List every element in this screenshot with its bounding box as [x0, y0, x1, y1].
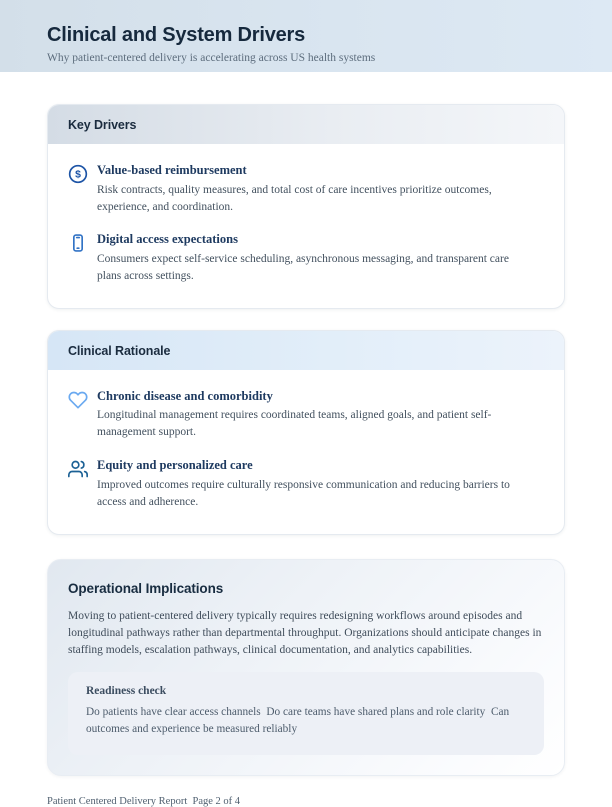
- readiness-check-title: Readiness check: [86, 685, 167, 698]
- smartphone-icon: [68, 233, 88, 253]
- page-footer: Patient Centered Delivery Report Page 2 of 4: [47, 796, 241, 807]
- item-body: Longitudinal management requires coordinated teams, aligned goals, and patient self-management support.: [97, 409, 492, 439]
- list-item-text: [97, 163, 536, 215]
- readiness-check-box: [68, 672, 544, 755]
- key-drivers-card-title: Key Drivers: [48, 105, 564, 144]
- clinical-rationale-card-title: Clinical Rationale: [48, 331, 564, 370]
- readiness-check-body: Do patients have clear access channels Do care teams have shared plans and role clarity Can outcomes and experience be measured reliably: [86, 706, 512, 736]
- list-item: [68, 389, 536, 441]
- page-content: [0, 104, 612, 776]
- heart-icon: [68, 390, 88, 410]
- list-item-text: [97, 389, 536, 441]
- key-drivers-card: [47, 104, 565, 309]
- clinical-rationale-card: [47, 330, 565, 535]
- key-drivers-card-body: [48, 144, 564, 308]
- page-title: Clinical and System Drivers: [47, 24, 306, 46]
- svg-text:$: $: [75, 169, 81, 181]
- list-item: [68, 163, 536, 215]
- operational-implications-card: [47, 559, 565, 777]
- item-heading: Digital access expectations: [97, 232, 238, 247]
- clinical-rationale-card-body: [48, 370, 564, 534]
- operational-implications-body: Moving to patient-centered delivery typically requires redesigning workflows around episodes and longitudinal pathways rather than departmental throughput. Organizations should anticipate changes in staffing models, escalation pathways, clinical documentation, and analytics capabilities.: [68, 609, 542, 657]
- list-item-text: [97, 458, 536, 510]
- dollar-circle-icon: [68, 164, 88, 184]
- item-heading: Equity and personalized care: [97, 458, 253, 473]
- list-item-text: [97, 232, 536, 284]
- item-heading: Value-based reimbursement: [97, 163, 247, 177]
- item-heading: Chronic disease and comorbidity: [97, 388, 273, 403]
- page-subtitle: Why patient-centered delivery is accelerating across US health systems: [47, 52, 376, 64]
- item-body: Risk contracts, quality measures, and total cost of care incentives prioritize outcomes, experience, and coordination.: [97, 183, 492, 213]
- users-icon: [68, 459, 88, 479]
- page-header: [0, 0, 612, 72]
- item-body: Consumers expect self-service scheduling, asynchronous messaging, and transparent care plans across settings.: [97, 253, 509, 282]
- operational-implications-title: Operational Implications: [68, 580, 224, 596]
- list-item: [68, 458, 536, 510]
- list-item: [68, 232, 536, 284]
- item-body: Improved outcomes require culturally responsive communication and reducing barriers to access and adherence.: [97, 478, 510, 508]
